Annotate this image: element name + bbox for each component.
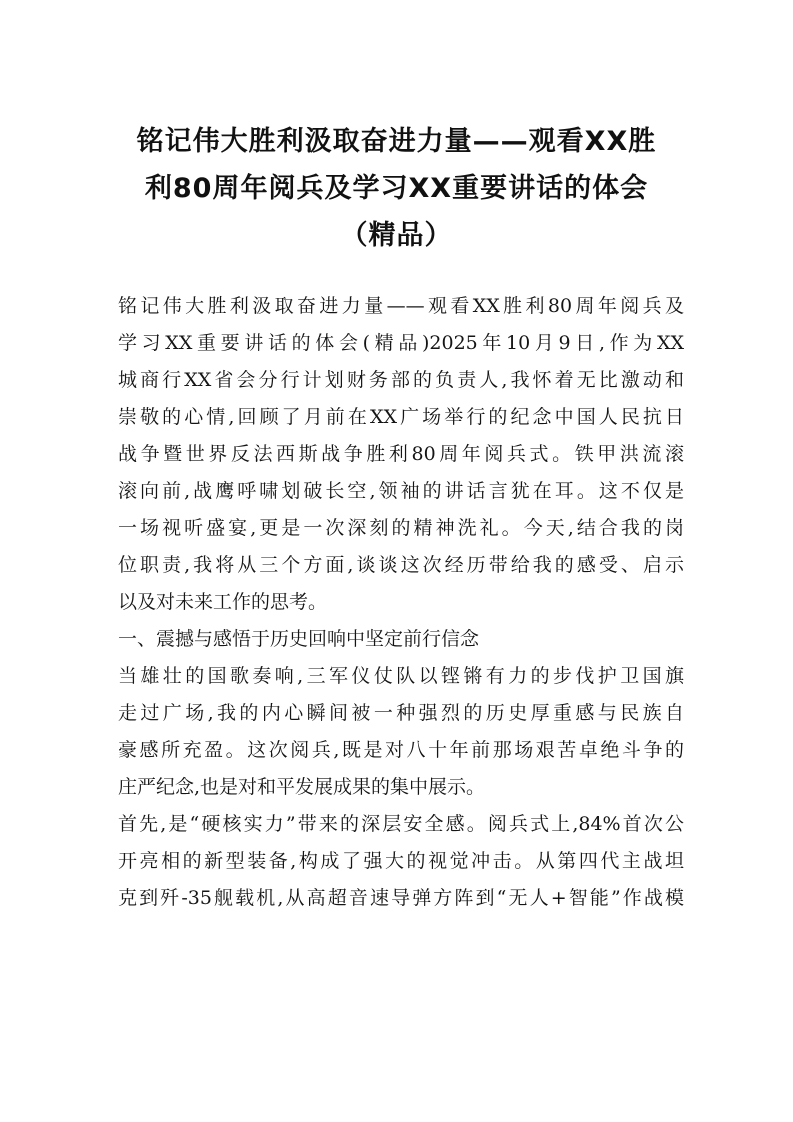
body-line: 学习XX重要讲话的体会(精品)2025年10月9日,作为XX xyxy=(118,332,684,354)
body-line: 豪感所充盈。这次阅兵,既是对八十年前那场艰苦卓绝斗争的 xyxy=(118,739,684,761)
body-line: 战争暨世界反法西斯战争胜利80周年阅兵式。铁甲洪流滚 xyxy=(118,443,684,465)
body-line: 铭记伟大胜利汲取奋进力量——观看XX胜利80周年阅兵及 xyxy=(118,295,684,317)
body-line: 当雄壮的国歌奏响,三军仪仗队以铿锵有力的步伐护卫国旗 xyxy=(118,665,684,687)
body-line: 一场视听盛宴,更是一次深刻的精神洗礼。今天,结合我的岗 xyxy=(118,517,684,539)
body-line: 位职责,我将从三个方面,谈谈这次经历带给我的感受、启示 xyxy=(118,554,684,576)
title-line: （精品） xyxy=(340,220,453,251)
body-line: 走过广场,我的内心瞬间被一种强烈的历史厚重感与民族自 xyxy=(118,702,684,724)
section-heading: 一、震撼与感悟于历史回响中坚定前行信念 xyxy=(118,628,480,650)
body-line: 开亮相的新型装备,构成了强大的视觉冲击。从第四代主战坦 xyxy=(118,850,684,872)
title-line: 利80周年阅兵及学习XX重要讲话的体会 xyxy=(144,173,649,204)
body-line: 城商行XX省会分行计划财务部的负责人,我怀着无比激动和 xyxy=(118,369,684,391)
document-body xyxy=(118,288,684,917)
body-line: 首先,是“硬核实力”带来的深层安全感。阅兵式上,84%首次公 xyxy=(118,813,684,835)
body-line: 以及对未来工作的思考。 xyxy=(118,591,328,613)
body-line: 克到歼-35舰载机,从高超音速导弹方阵到“无人+智能”作战模 xyxy=(118,887,684,909)
body-line: 庄严纪念,也是对和平发展成果的集中展示。 xyxy=(118,776,486,798)
document-title xyxy=(100,118,693,259)
body-line: 崇敬的心情,回顾了月前在XX广场举行的纪念中国人民抗日 xyxy=(118,406,684,428)
title-line: 铭记伟大胜利汲取奋进力量——观看XX胜 xyxy=(136,126,657,157)
body-line: 滚向前,战鹰呼啸划破长空,领袖的讲话言犹在耳。这不仅是 xyxy=(118,480,684,502)
